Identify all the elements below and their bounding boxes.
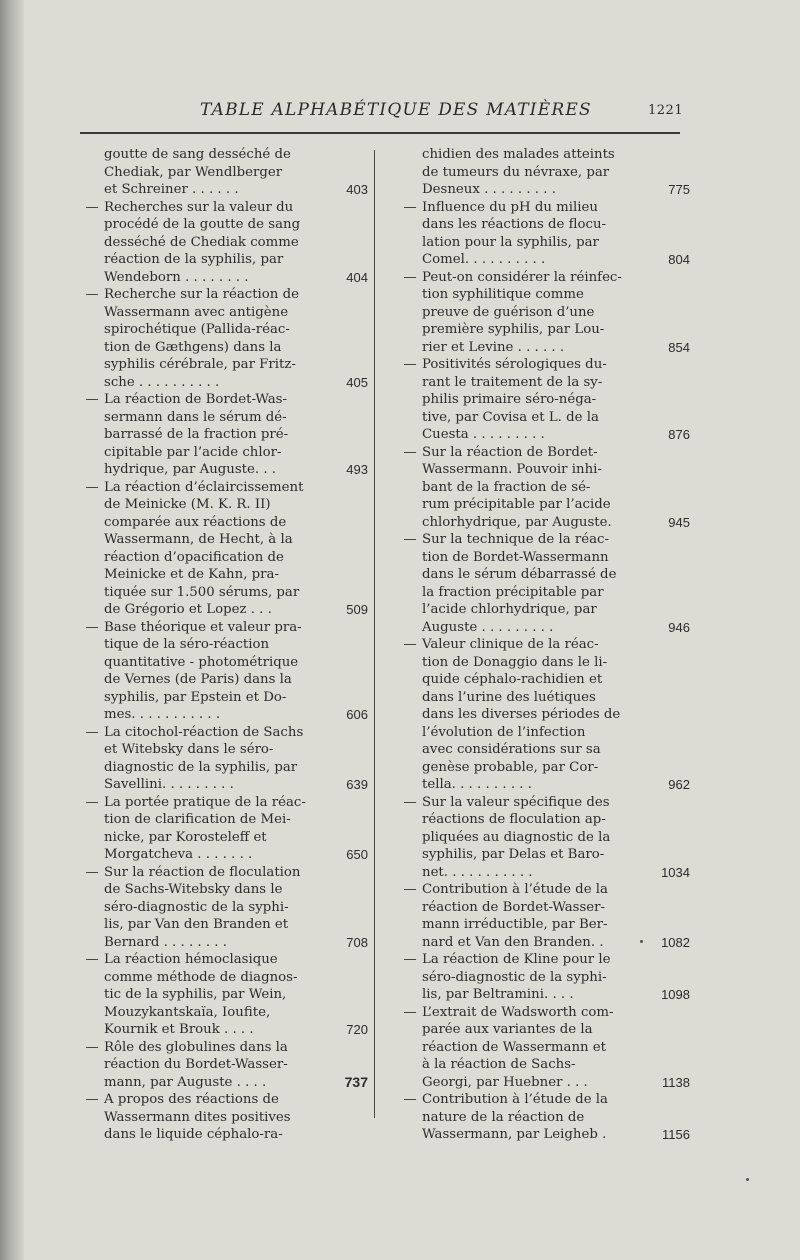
- entry-dash: —: [85, 287, 99, 302]
- index-line: [398, 1004, 684, 1022]
- entry-text: mann, par Auguste . . . .: [104, 1074, 267, 1090]
- entry-text: Wendeborn . . . . . . . .: [104, 269, 249, 285]
- entry-text: Cuesta . . . . . . . . .: [422, 427, 545, 442]
- print-speck: [640, 940, 643, 943]
- index-line: [398, 269, 684, 287]
- entry-text: chlorhydrique, par Auguste.: [422, 514, 612, 530]
- index-line: [80, 1039, 364, 1057]
- entry-dash: —: [403, 882, 417, 897]
- entry-text: séro-diagnostic de la syphi-: [422, 969, 607, 985]
- page-ref: 1098: [661, 987, 690, 1002]
- entry-dash: —: [403, 1004, 417, 1020]
- page-ref: 1156: [662, 1127, 690, 1142]
- entry-text: La portée pratique de la réac-: [104, 794, 306, 810]
- index-line: [80, 584, 364, 602]
- index-line: [398, 1126, 690, 1144]
- column-divider: [374, 150, 375, 1118]
- page-title: TABLE ALPHABÉTIQUE DES MATIÈRES: [200, 100, 592, 120]
- entry-dash: —: [403, 637, 417, 652]
- index-line: [80, 479, 364, 497]
- page-ref: 1034: [661, 864, 690, 880]
- entry-text: sermann dans le sérum dé-: [104, 409, 287, 425]
- page-ref: 737: [344, 1073, 368, 1090]
- entry-text: tella. . . . . . . . . .: [422, 777, 532, 792]
- entry-text: l’acide chlorhydrique, par: [422, 602, 597, 617]
- entry-text: tion syphilitique comme: [422, 287, 584, 302]
- entry-text: Morgatcheva . . . . . . .: [104, 847, 253, 862]
- index-line: [398, 1056, 684, 1074]
- index-line: [398, 514, 690, 532]
- entry-text: réactions de floculation ap-: [422, 812, 606, 827]
- entry-text: A propos des réactions de: [104, 1092, 279, 1107]
- print-speck: [746, 1178, 749, 1181]
- entry-text: parée aux variantes de la: [422, 1022, 593, 1037]
- index-line: [398, 374, 684, 392]
- entry-text: procédé de la goutte de sang: [104, 217, 301, 232]
- index-line: [398, 304, 684, 322]
- index-line: [398, 1039, 684, 1057]
- index-line: [80, 846, 368, 864]
- page-ref: 854: [668, 339, 690, 355]
- entry-dash: —: [85, 864, 99, 880]
- entry-dash: —: [403, 357, 417, 372]
- index-line: [80, 759, 364, 777]
- index-line: [80, 426, 364, 444]
- index-line: [80, 881, 364, 899]
- index-line: [80, 356, 364, 374]
- entry-text: mann irréductible, par Ber-: [422, 917, 608, 932]
- index-line: [398, 689, 684, 707]
- index-line: [398, 426, 690, 444]
- entry-dash: —: [85, 479, 99, 495]
- index-line: [398, 829, 684, 847]
- index-line: [398, 584, 684, 602]
- page-ref: 945: [668, 514, 690, 530]
- entry-text: rum précipitable par l’acide: [422, 497, 611, 512]
- index-line: [398, 951, 684, 969]
- index-line: [398, 846, 684, 864]
- page-ref: 962: [668, 777, 690, 792]
- index-line: [80, 934, 368, 952]
- index-line: [398, 1021, 684, 1039]
- entry-text: La réaction de Kline pour le: [422, 952, 611, 967]
- index-line: [80, 636, 364, 654]
- entry-text: lation pour la syphilis, par: [422, 234, 599, 250]
- entry-text: Peut-on considérer la réinfec-: [422, 269, 622, 285]
- index-line: [80, 916, 364, 934]
- index-line: [80, 374, 368, 392]
- entry-text: tique de la séro-réaction: [104, 637, 270, 652]
- entry-text: de tumeurs du névraxe, par: [422, 164, 610, 180]
- index-line: [398, 146, 684, 164]
- entry-text: tiquée sur 1.500 sérums, par: [104, 584, 300, 600]
- index-line: [80, 339, 364, 357]
- index-line: [80, 899, 364, 917]
- index-line: [398, 986, 690, 1004]
- index-line: [80, 724, 364, 742]
- entry-dash: —: [85, 794, 99, 810]
- entry-text: barrassé de la fraction pré-: [104, 427, 289, 442]
- entry-text: tive, par Covisa et L. de la: [422, 409, 599, 425]
- index-line: [80, 741, 364, 759]
- entry-text: Wassermann, de Hecht, à la: [104, 532, 293, 547]
- page-ref: 1138: [662, 1074, 690, 1090]
- entry-text: Influence du pH du milieu: [422, 199, 598, 215]
- index-line: [80, 409, 364, 427]
- index-line: [398, 199, 684, 217]
- entry-dash: —: [85, 952, 99, 967]
- header-rule: [80, 132, 680, 134]
- entry-text: lis, par Beltramini. . . .: [422, 987, 574, 1002]
- entry-text: rant le traitement de la sy-: [422, 374, 603, 390]
- entry-text: dans les diverses périodes de: [422, 707, 621, 722]
- entry-text: et Witebsky dans le séro-: [104, 742, 274, 757]
- index-line: [398, 356, 684, 374]
- entry-text: preuve de guérison d’une: [422, 304, 595, 320]
- index-line: [80, 1004, 364, 1022]
- index-line: [398, 566, 684, 584]
- entry-dash: —: [85, 619, 99, 635]
- entry-text: l’évolution de l’infection: [422, 724, 586, 740]
- page-ref: 720: [346, 1022, 368, 1037]
- entry-text: La réaction hémoclasique: [104, 952, 278, 967]
- index-line: [398, 741, 684, 759]
- entry-text: genèse probable, par Cor-: [422, 759, 599, 775]
- entry-text: Wassermann. Pouvoir inhi-: [422, 462, 602, 477]
- entry-text: hydrique, par Auguste. . .: [104, 462, 277, 477]
- entry-text: mes. . . . . . . . . . .: [104, 707, 221, 722]
- index-line: [398, 864, 690, 882]
- book-binding-shadow: [0, 0, 24, 1260]
- entry-text: nature de la réaction de: [422, 1109, 585, 1125]
- index-line: [398, 706, 684, 724]
- index-line: [80, 444, 364, 462]
- entry-text: sche . . . . . . . . . .: [104, 374, 220, 390]
- index-line: [398, 881, 684, 899]
- index-line: [80, 1056, 364, 1074]
- entry-text: de Sachs-Witebsky dans le: [104, 882, 283, 897]
- page-ref: 775: [668, 182, 690, 197]
- entry-text: Bernard . . . . . . . .: [104, 934, 227, 950]
- index-line: [398, 969, 684, 987]
- index-line: [80, 531, 364, 549]
- page-ref: 404: [346, 269, 368, 285]
- entry-text: dans l’urine des luétiques: [422, 689, 596, 705]
- index-line: [398, 794, 684, 812]
- entry-dash: —: [85, 1092, 99, 1107]
- page-ref: 1082: [661, 934, 690, 950]
- entry-dash: —: [403, 444, 417, 460]
- entry-text: desséché de Chediak comme: [104, 234, 299, 250]
- index-line: [80, 514, 364, 532]
- entry-text: syphilis cérébrale, par Fritz-: [104, 357, 296, 372]
- page-ref: 876: [668, 427, 690, 442]
- page-ref: 405: [346, 374, 368, 390]
- index-line: [398, 636, 684, 654]
- entry-text: Valeur clinique de la réac-: [422, 637, 599, 652]
- index-line: [398, 1091, 684, 1109]
- index-line: [80, 864, 364, 882]
- entry-text: Wassermann avec antigène: [104, 304, 289, 320]
- entry-text: Recherches sur la valeur du: [104, 199, 294, 215]
- index-line: [398, 444, 684, 462]
- entry-text: spirochétique (Pallida-réac-: [104, 322, 290, 337]
- entry-text: tion de Gæthgens) dans la: [104, 339, 282, 355]
- index-line: [80, 251, 364, 269]
- index-line: [80, 969, 364, 987]
- index-line: [398, 409, 684, 427]
- entry-dash: —: [85, 392, 99, 407]
- index-line: [398, 216, 684, 234]
- index-line: [80, 776, 368, 794]
- entry-text: dans le sérum débarrassé de: [422, 567, 617, 582]
- entry-text: avec considérations sur sa: [422, 742, 601, 757]
- index-line: [80, 1073, 368, 1092]
- entry-text: Meinicke et de Kahn, pra-: [104, 567, 279, 582]
- entry-text: Sur la valeur spécifique des: [422, 794, 610, 810]
- entry-text: réaction de la syphilis, par: [104, 252, 284, 267]
- entry-text: syphilis, par Epstein et Do-: [104, 689, 287, 705]
- page-ref: 639: [346, 777, 368, 792]
- index-line: [80, 234, 364, 252]
- entry-text: Auguste . . . . . . . . .: [422, 619, 554, 635]
- entry-text: quide céphalo-rachidien et: [422, 672, 603, 687]
- index-line: [80, 199, 364, 217]
- right-column: [398, 146, 690, 1144]
- index-line: [80, 986, 364, 1004]
- entry-text: Rôle des globulines dans la: [104, 1039, 288, 1055]
- entry-text: séro-diagnostic de la syphi-: [104, 899, 289, 915]
- index-line: [398, 899, 684, 917]
- entry-text: chidien des malades atteints: [422, 147, 615, 162]
- page-ref: 403: [346, 182, 368, 197]
- entry-text: comparée aux réactions de: [104, 514, 287, 530]
- entry-text: tion de Bordet-Wassermann: [422, 549, 609, 565]
- index-line: [80, 566, 364, 584]
- entry-text: Wassermann dites positives: [104, 1109, 291, 1125]
- entry-text: nard et Van den Branden. .: [422, 934, 604, 950]
- entry-text: de Vernes (de Paris) dans la: [104, 672, 292, 687]
- entry-text: et Schreiner . . . . . .: [104, 182, 239, 197]
- entry-text: Kournik et Brouk . . . .: [104, 1022, 254, 1037]
- index-line: [398, 776, 690, 794]
- page-ref: 606: [346, 707, 368, 722]
- entry-text: réaction du Bordet-Wasser-: [104, 1057, 288, 1072]
- page-ref: 946: [668, 619, 690, 635]
- entry-text: Mouzykantskaïa, Ioufite,: [104, 1004, 271, 1020]
- entry-text: tion de Donaggio dans le li-: [422, 654, 608, 670]
- entry-text: nicke, par Korosteleff et: [104, 829, 267, 845]
- entry-text: diagnostic de la syphilis, par: [104, 759, 298, 775]
- entry-text: bant de la fraction de sé-: [422, 479, 591, 495]
- index-line: [398, 759, 684, 777]
- index-line: [80, 654, 364, 672]
- index-line: [80, 794, 364, 812]
- entry-text: Chediak, par Wendlberger: [104, 164, 283, 180]
- index-line: [80, 304, 364, 322]
- entry-text: dans le liquide céphalo-ra-: [104, 1127, 283, 1142]
- index-line: [80, 601, 368, 619]
- entry-text: à la réaction de Sachs-: [422, 1057, 576, 1072]
- entry-dash: —: [85, 1039, 99, 1055]
- index-line: [80, 391, 364, 409]
- entry-text: cipitable par l’acide chlor-: [104, 444, 282, 460]
- page-ref: 708: [346, 934, 368, 950]
- entry-dash: —: [403, 952, 417, 967]
- entry-text: La citochol-réaction de Sachs: [104, 724, 304, 740]
- entry-text: Comel. . . . . . . . . .: [422, 252, 546, 267]
- index-line: [80, 706, 368, 724]
- entry-text: Recherche sur la réaction de: [104, 287, 299, 302]
- index-line: [398, 811, 684, 829]
- entry-text: goutte de sang desséché de: [104, 147, 291, 162]
- index-line: [80, 1091, 364, 1109]
- index-line: [80, 321, 364, 339]
- entry-dash: —: [403, 1092, 417, 1107]
- index-line: [398, 181, 690, 199]
- page-ref: 509: [346, 602, 368, 617]
- entry-dash: —: [85, 724, 99, 740]
- index-line: [398, 531, 684, 549]
- page-ref: 804: [668, 252, 690, 267]
- index-line: [398, 479, 684, 497]
- entry-dash: —: [403, 199, 417, 215]
- page-ref: 493: [346, 462, 368, 477]
- entry-text: pliquées au diagnostic de la: [422, 829, 611, 845]
- entry-text: quantitative - photométrique: [104, 654, 299, 670]
- index-line: [398, 234, 684, 252]
- entry-text: Sur la technique de la réac-: [422, 532, 609, 547]
- index-line: [398, 391, 684, 409]
- index-line: [398, 619, 690, 637]
- index-line: [398, 286, 684, 304]
- entry-dash: —: [403, 794, 417, 810]
- entry-dash: —: [403, 532, 417, 547]
- entry-text: La réaction de Bordet-Was-: [104, 392, 287, 407]
- entry-text: Contribution à l’étude de la: [422, 1092, 608, 1107]
- index-line: [398, 549, 684, 567]
- entry-text: philis primaire séro-néga-: [422, 392, 597, 407]
- index-line: [80, 269, 368, 287]
- entry-text: réaction de Bordet-Wasser-: [422, 899, 606, 915]
- index-line: [398, 654, 684, 672]
- index-line: [80, 181, 368, 199]
- entry-text: Contribution à l’étude de la: [422, 882, 608, 897]
- entry-dash: —: [403, 269, 417, 285]
- entry-text: de Grégorio et Lopez . . .: [104, 602, 272, 617]
- entry-text: réaction d’opacification de: [104, 549, 284, 565]
- index-line: [398, 1074, 690, 1092]
- page-ref: 650: [346, 847, 368, 862]
- entry-text: La réaction d’éclaircissement: [104, 479, 304, 495]
- entry-text: Desneux . . . . . . . . .: [422, 182, 556, 197]
- entry-text: L’extrait de Wadsworth com-: [422, 1004, 614, 1020]
- index-line: [80, 671, 364, 689]
- index-line: [80, 549, 364, 567]
- entry-text: dans les réactions de flocu-: [422, 217, 607, 232]
- index-line: [80, 811, 364, 829]
- entry-text: Savellini. . . . . . . . .: [104, 777, 234, 792]
- entry-text: de Meinicke (M. K. R. II): [104, 497, 271, 512]
- index-line: [80, 496, 364, 514]
- index-line: [398, 164, 684, 182]
- index-line: [80, 146, 364, 164]
- entry-text: syphilis, par Delas et Baro-: [422, 847, 605, 862]
- index-line: [398, 724, 684, 742]
- index-line: [398, 461, 684, 479]
- entry-text: tion de clarification de Mei-: [104, 812, 291, 827]
- entry-text: première syphilis, par Lou-: [422, 322, 605, 337]
- index-line: [398, 671, 684, 689]
- entry-text: Positivités sérologiques du-: [422, 357, 607, 372]
- entry-text: réaction de Wassermann et: [422, 1039, 607, 1055]
- entry-text: lis, par Van den Branden et: [104, 917, 289, 932]
- entry-text: tic de la syphilis, par Wein,: [104, 987, 287, 1002]
- index-line: [80, 829, 364, 847]
- index-line: [80, 1109, 364, 1127]
- entry-text: la fraction précipitable par: [422, 584, 604, 600]
- index-line: [80, 689, 364, 707]
- index-line: [398, 496, 684, 514]
- index-line: [398, 321, 684, 339]
- entry-dash: —: [85, 199, 99, 215]
- index-line: [80, 216, 364, 234]
- index-line: [80, 164, 364, 182]
- entry-text: Sur la réaction de floculation: [104, 864, 301, 880]
- index-line: [80, 461, 368, 479]
- index-line: [398, 601, 684, 619]
- entry-text: Wassermann, par Leigheb .: [422, 1127, 607, 1142]
- page-number: 1221: [648, 103, 684, 118]
- index-line: [398, 916, 684, 934]
- entry-text: rier et Levine . . . . . .: [422, 339, 565, 355]
- index-line: [80, 286, 364, 304]
- left-column: [80, 146, 368, 1144]
- entry-text: Georgi, par Huebner . . .: [422, 1074, 588, 1090]
- index-line: [398, 1109, 684, 1127]
- index-line: [80, 1021, 368, 1039]
- index-line: [80, 951, 364, 969]
- index-line: [80, 619, 364, 637]
- index-line: [80, 1126, 364, 1144]
- index-line: [398, 251, 690, 269]
- index-line: [398, 339, 690, 357]
- entry-text: Base théorique et valeur pra-: [104, 619, 302, 635]
- entry-text: comme méthode de diagnos-: [104, 969, 298, 985]
- entry-text: net. . . . . . . . . . .: [422, 864, 533, 880]
- entry-text: Sur la réaction de Bordet-: [422, 444, 598, 460]
